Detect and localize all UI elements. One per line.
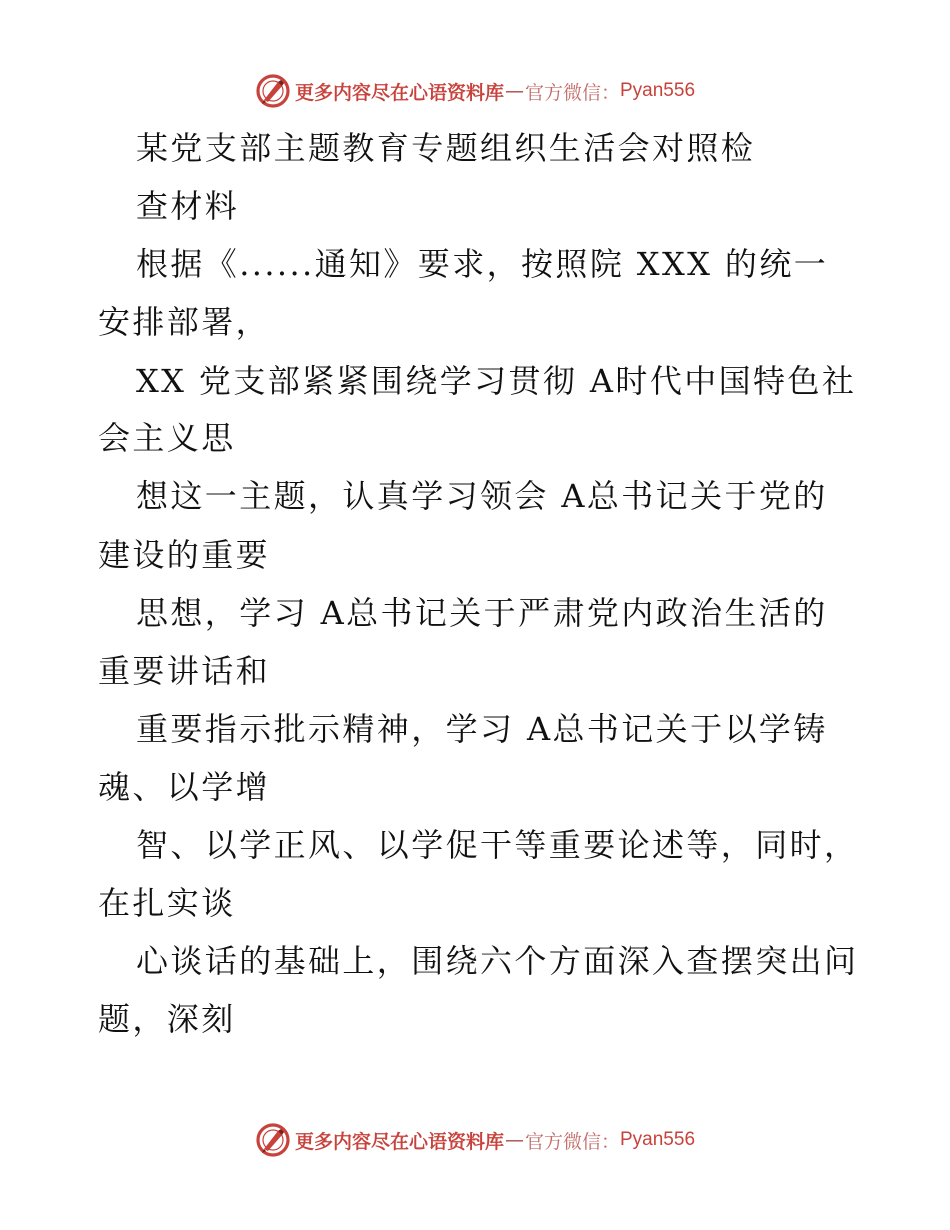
text-line: 建设的重要 xyxy=(98,536,271,574)
banner-wechat-label: 官方微信： xyxy=(524,1130,620,1153)
banner-wechat-id: Pyan556 xyxy=(620,1129,696,1150)
text-line: XX 党支部紧紧围绕学习贯彻 A时代中国特色社 xyxy=(136,362,857,400)
banner-wechat-id: Pyan556 xyxy=(620,80,696,101)
text-line: 智、以学正风、以学促干等重要论述等，同时， xyxy=(136,826,859,864)
text-line: 思想，学习 A总书记关于严肃党内政治生活的 xyxy=(136,594,828,632)
text-line: 重要指示批示精神，学习 A总书记关于以学铸 xyxy=(136,710,828,748)
text-line: 在扎实谈 xyxy=(98,884,236,922)
text-line: 重要讲话和 xyxy=(98,652,271,690)
banner-site-text: 更多内容尽在心语资料库 xyxy=(294,81,504,104)
title-line-1: 某党支部主题教育专题组织生活会对照检 xyxy=(136,129,756,167)
text-line: 魂、以学增 xyxy=(98,768,271,806)
text-line: 题，深刻 xyxy=(98,1000,236,1038)
banner-separator: — xyxy=(504,1129,524,1151)
text-line: 心谈话的基础上，围绕六个方面深入查摆突出问 xyxy=(136,942,859,980)
title-line-2: 查材料 xyxy=(136,187,240,225)
text-line: 会主义思 xyxy=(98,419,236,457)
text-line: 想这一主题，认真学习领会 A总书记关于党的 xyxy=(136,477,828,515)
text-line: 安排部署， xyxy=(98,303,271,341)
footer-banner xyxy=(0,1120,950,1160)
pen-logo-icon xyxy=(255,1122,291,1158)
pen-logo-icon xyxy=(255,73,291,109)
text-line: 根据《......通知》要求，按照院 XXX 的统一 xyxy=(136,245,829,283)
header-banner xyxy=(0,71,950,111)
banner-site-text: 更多内容尽在心语资料库 xyxy=(294,1130,504,1153)
banner-wechat-label: 官方微信： xyxy=(524,81,620,104)
banner-separator: — xyxy=(504,80,524,102)
